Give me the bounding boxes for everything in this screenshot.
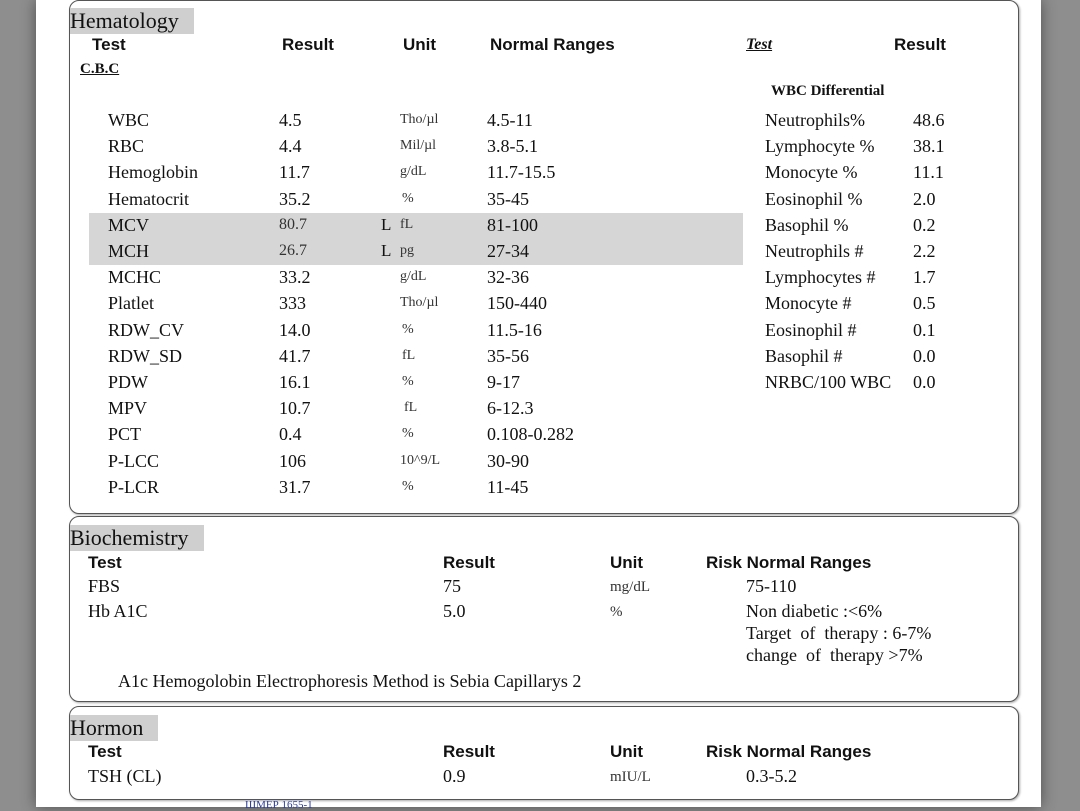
- differential-test: Basophil #: [765, 345, 843, 366]
- hematology-title: Hematology: [70, 8, 194, 34]
- cbc-range: 3.8-5.1: [487, 136, 538, 157]
- differential-test: Lymphocytes #: [765, 267, 876, 288]
- cbc-range: 11.5-16: [487, 319, 542, 340]
- cbc-flag: L: [381, 241, 392, 260]
- bio-row-fbs-unit: mg/dL: [610, 579, 650, 595]
- header-normal-ranges: Normal Ranges: [490, 35, 615, 54]
- cbc-unit: %: [402, 478, 414, 494]
- header-test: Test: [92, 35, 126, 54]
- differential-result: 0.5: [913, 293, 936, 314]
- cbc-range: 30-90: [487, 450, 529, 471]
- biochemistry-title: Biochemistry: [70, 525, 204, 551]
- differential-result: 11.1: [913, 162, 944, 183]
- cbc-range: 0.108-0.282: [487, 424, 574, 445]
- cbc-result: 11.7: [279, 162, 310, 183]
- bio-header-test: Test: [88, 553, 122, 572]
- hormon-title: Hormon: [70, 715, 158, 741]
- header-unit: Unit: [403, 35, 437, 54]
- differential-test: Monocyte %: [765, 162, 858, 183]
- cbc-unit: %: [402, 374, 414, 389]
- hormon-row-tsh-result: 0.9: [443, 766, 466, 786]
- cbc-subheading: C.B.C: [80, 61, 120, 77]
- cbc-range: 35-56: [487, 345, 529, 366]
- hematology-section: [69, 0, 1019, 514]
- cbc-unit: fL: [400, 216, 414, 232]
- cbc-test: MPV: [108, 398, 148, 419]
- cbc-range: 6-12.3: [487, 398, 534, 419]
- cbc-test: Hemoglobin: [108, 162, 198, 183]
- hormon-header-unit: Unit: [610, 742, 644, 761]
- cbc-result: 35.2: [279, 188, 311, 209]
- bio-row-hba1c-range: Non diabetic :<6%: [746, 601, 883, 621]
- header-result-differential: Result: [894, 35, 946, 54]
- hormon-row-tsh-unit: mIU/L: [610, 769, 651, 785]
- hormon-row-tsh-range: 0.3-5.2: [746, 766, 797, 786]
- cbc-result: 80.7: [279, 215, 307, 233]
- cbc-test: RBC: [108, 136, 145, 157]
- cbc-unit: 10^9/L: [400, 452, 441, 468]
- header-test-differential: Test: [746, 36, 773, 53]
- bio-header-result: Result: [443, 553, 495, 572]
- cbc-test: P-LCC: [108, 450, 160, 471]
- cbc-test: MCH: [108, 241, 150, 261]
- cbc-test: P-LCR: [108, 476, 160, 497]
- cbc-unit: Tho/µl: [400, 112, 439, 127]
- cbc-result: 26.7: [279, 242, 307, 259]
- differential-test: Neutrophils%: [765, 110, 865, 130]
- bio-header-risk-normal-ranges: Risk Normal Ranges: [706, 553, 872, 572]
- cbc-unit: Tho/µl: [400, 295, 439, 311]
- highlight-mcv: [89, 213, 743, 239]
- cbc-result: 41.7: [279, 345, 311, 366]
- cbc-result: 31.7: [279, 476, 311, 497]
- bio-row-hba1c-test: Hb A1C: [88, 601, 148, 621]
- cbc-range: 11.7-15.5: [487, 162, 556, 183]
- cbc-test: RDW_CV: [108, 319, 184, 340]
- cbc-unit: Mil/µl: [400, 138, 437, 154]
- cbc-test: RDW_SD: [108, 345, 183, 366]
- cbc-range: 11-45: [487, 476, 529, 497]
- hormon-row-tsh-test: TSH (CL): [88, 766, 162, 786]
- differential-test: Neutrophils #: [765, 241, 864, 261]
- bio-row-hba1c-result: 5.0: [443, 601, 466, 621]
- differential-result: 2.0: [913, 188, 936, 209]
- cbc-range: 81-100: [487, 214, 538, 235]
- cbc-range: 4.5-11: [487, 110, 533, 130]
- cbc-result: 0.4: [279, 424, 302, 445]
- hormon-header-risk-normal-ranges: Risk Normal Ranges: [706, 742, 872, 761]
- cbc-range: 150-440: [487, 293, 547, 314]
- cbc-result: 33.2: [279, 267, 311, 288]
- differential-result: 0.1: [913, 319, 936, 340]
- cbc-unit: g/dL: [400, 269, 427, 285]
- bio-method-note: A1c Hemogolobin Electrophoresis Method is Sebia Capillarys 2: [118, 671, 582, 691]
- bio-row-fbs-test: FBS: [88, 576, 121, 596]
- cbc-result: 16.1: [279, 372, 311, 392]
- cbc-flag: L: [381, 214, 392, 234]
- bio-header-unit: Unit: [610, 553, 644, 572]
- differential-result: 38.1: [913, 136, 945, 157]
- cbc-unit: %: [402, 190, 414, 206]
- header-result: Result: [282, 35, 334, 54]
- cbc-result: 4.4: [279, 136, 302, 157]
- cbc-unit: g/dL: [400, 164, 427, 180]
- differential-result: 2.2: [913, 241, 936, 261]
- cbc-test: MCHC: [108, 267, 162, 288]
- differential-test: Monocyte #: [765, 293, 852, 314]
- hormon-header-result: Result: [443, 742, 495, 761]
- highlight-mch: [89, 239, 743, 265]
- differential-result: 1.7: [913, 267, 936, 288]
- bio-range-note-1: Target of therapy : 6-7%: [746, 623, 932, 643]
- cbc-unit: fL: [402, 347, 416, 363]
- biochemistry-section: [69, 516, 1019, 702]
- differential-test: Eosinophil %: [765, 188, 863, 209]
- cbc-result: 14.0: [279, 319, 311, 340]
- wbc-differential-heading: WBC Differential: [771, 83, 885, 99]
- cbc-result: 4.5: [279, 110, 302, 130]
- bio-row-hba1c-unit: %: [610, 604, 623, 620]
- cbc-range: 35-45: [487, 188, 529, 209]
- bio-row-fbs-result: 75: [443, 576, 461, 596]
- cbc-result: 10.7: [279, 398, 311, 419]
- differential-result: 0.0: [913, 372, 936, 392]
- cbc-result: 333: [279, 293, 306, 314]
- cbc-test: PCT: [108, 424, 142, 445]
- cbc-unit: fL: [404, 400, 418, 416]
- cbc-test: MCV: [108, 214, 150, 235]
- differential-test: Eosinophil #: [765, 319, 857, 340]
- differential-result: 0.2: [913, 214, 936, 235]
- hormon-header-test: Test: [88, 742, 122, 761]
- differential-test: Lymphocyte %: [765, 136, 875, 157]
- cbc-range: 27-34: [487, 241, 529, 261]
- cbc-test: PDW: [108, 372, 148, 392]
- cbc-unit: %: [402, 426, 414, 442]
- differential-result: 0.0: [913, 345, 936, 366]
- cbc-test: Platlet: [108, 293, 154, 314]
- cbc-unit: pg: [400, 243, 414, 258]
- cbc-range: 32-36: [487, 267, 529, 288]
- cbc-range: 9-17: [487, 372, 520, 392]
- bio-range-note-2: change of therapy >7%: [746, 645, 923, 665]
- differential-test: NRBC/100 WBC: [765, 372, 892, 392]
- cbc-test: Hematocrit: [108, 188, 189, 209]
- hormon-section: [69, 706, 1019, 800]
- cbc-test: WBC: [108, 110, 150, 130]
- footer-fragment: ШМЕР 1655-1: [245, 799, 313, 811]
- differential-test: Basophil %: [765, 214, 849, 235]
- differential-result: 48.6: [913, 110, 945, 130]
- cbc-result: 106: [279, 450, 306, 471]
- cbc-unit: %: [402, 321, 414, 337]
- bio-row-fbs-range: 75-110: [746, 576, 797, 596]
